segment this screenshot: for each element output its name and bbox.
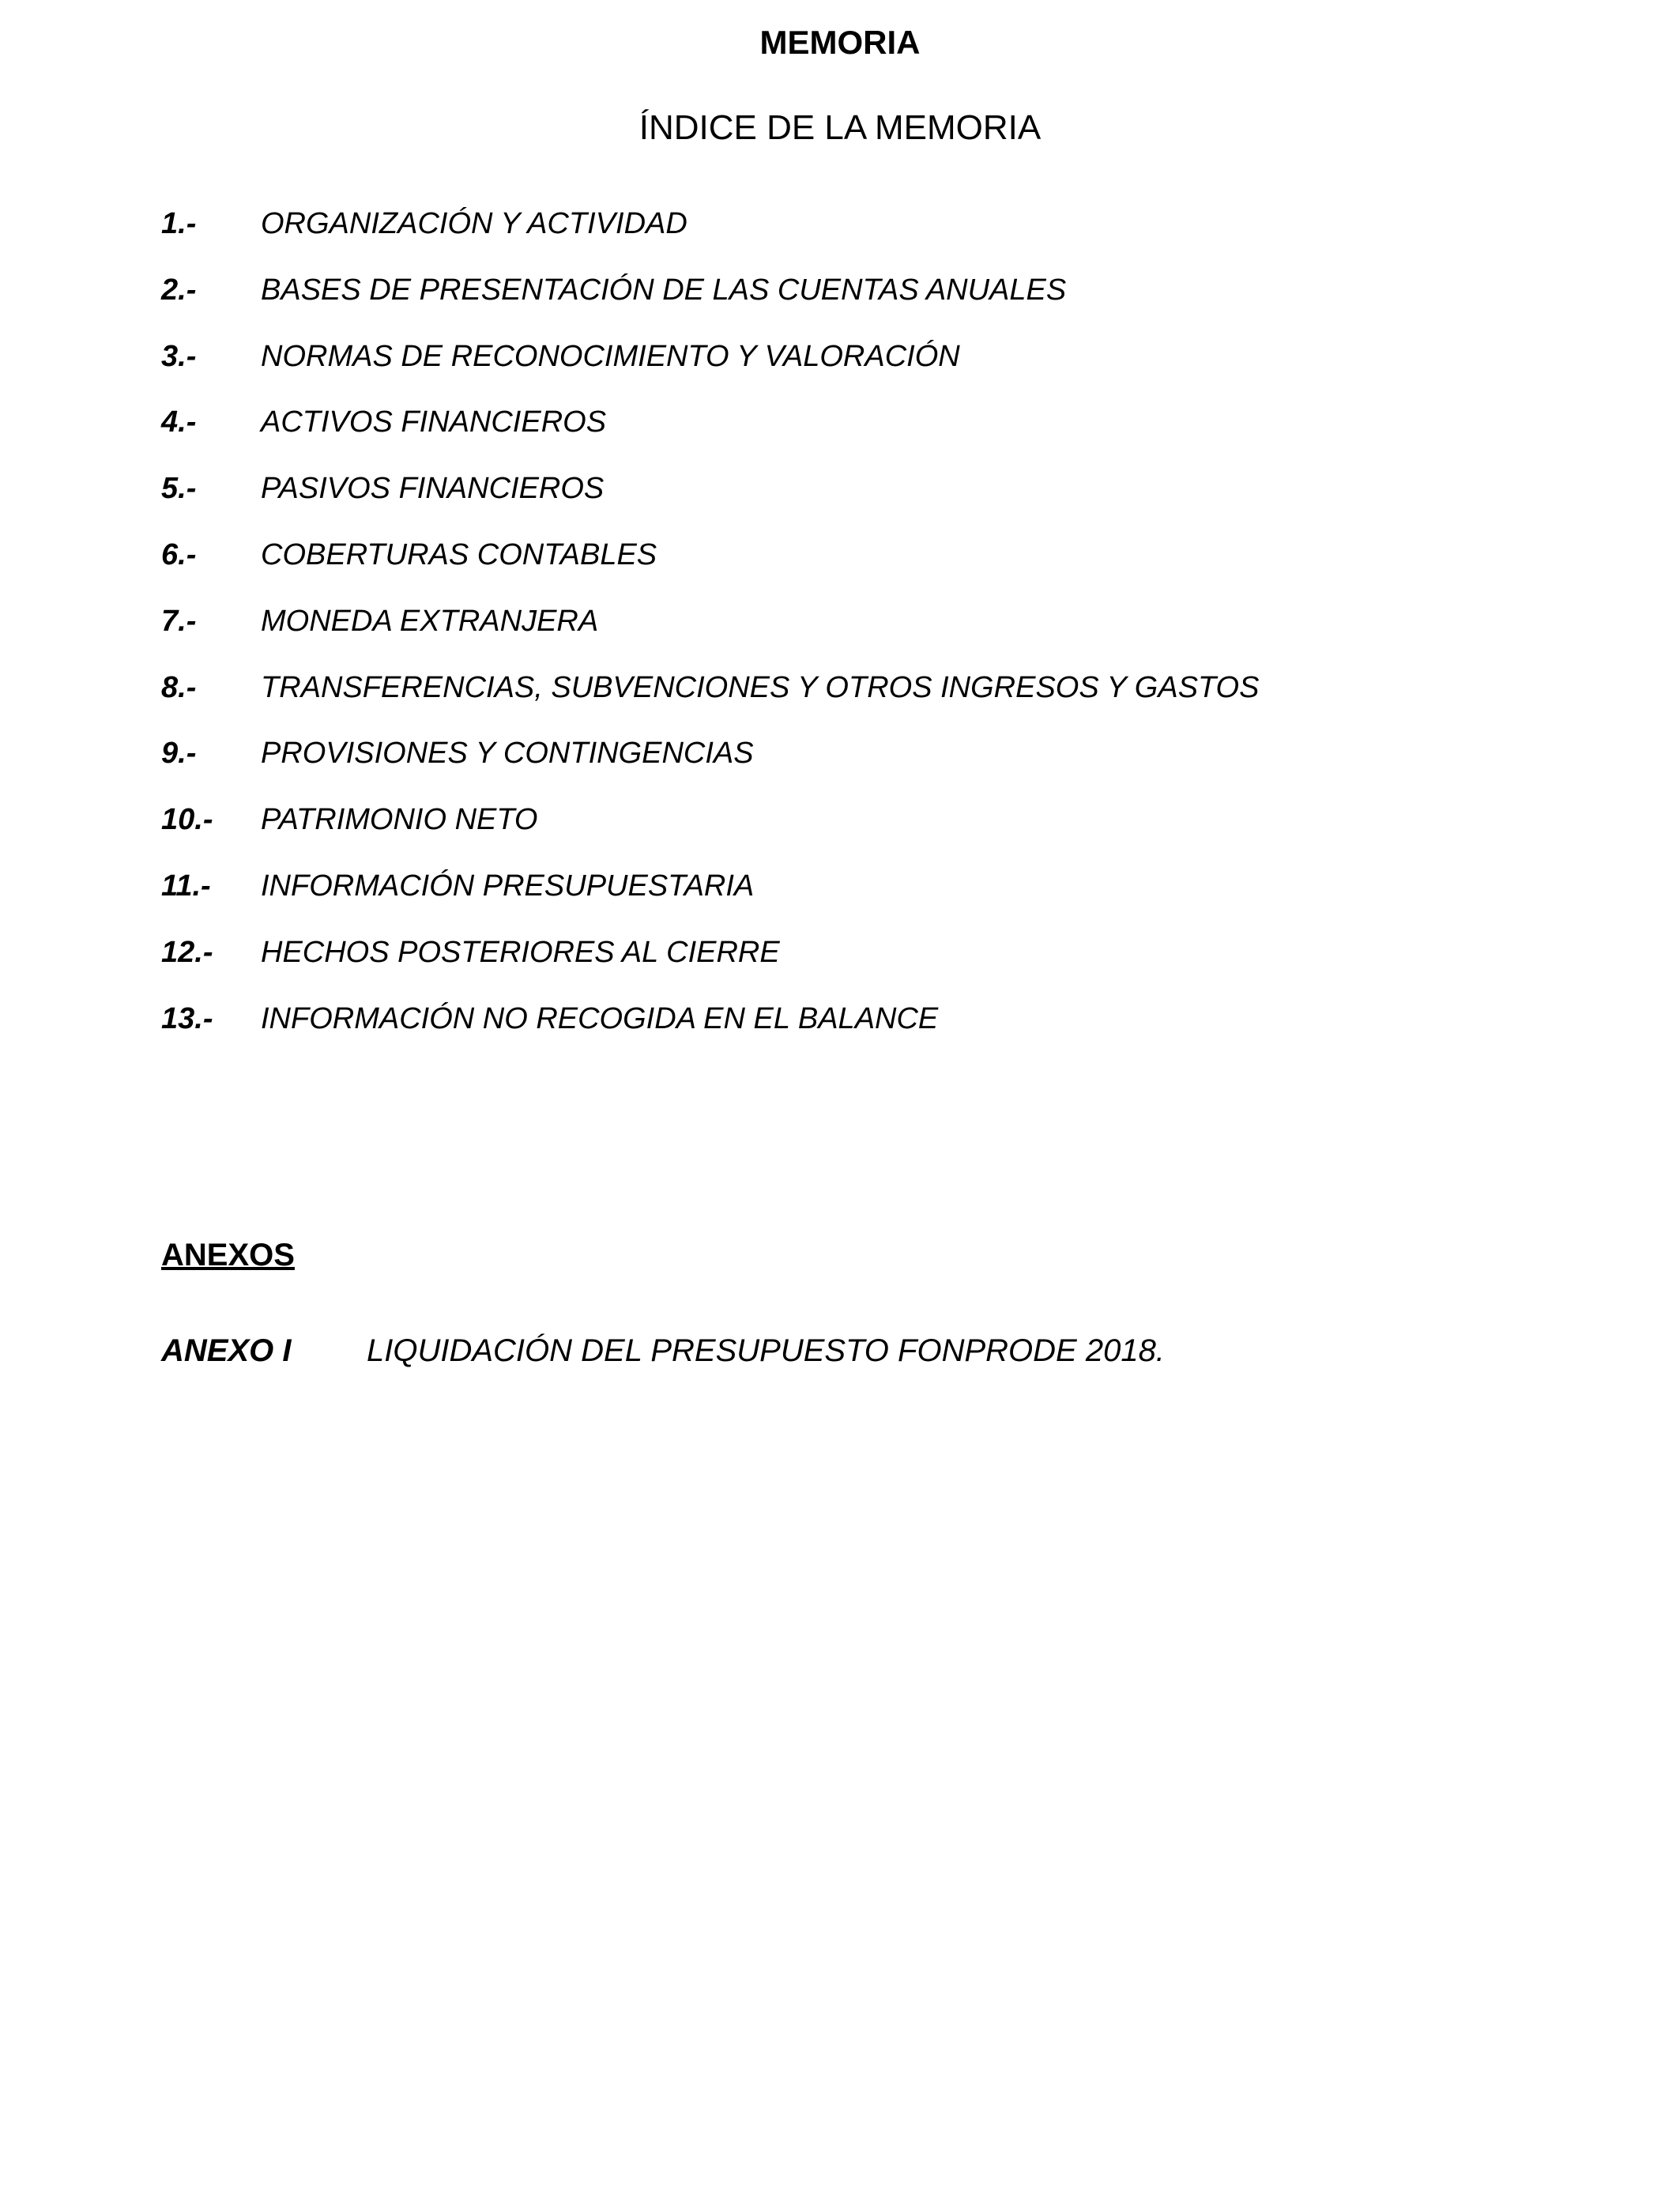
document-title: MEMORIA	[759, 24, 921, 61]
toc-item-text: PASIVOS FINANCIEROS	[261, 472, 605, 506]
document-subtitle: ÍNDICE DE LA MEMORIA	[638, 108, 1042, 147]
toc-item-number: 3.-	[161, 339, 197, 373]
toc-item	[161, 204, 1259, 270]
toc-item-text: TRANSFERENCIAS, SUBVENCIONES Y OTROS INGRESOS Y GASTOS	[261, 670, 1260, 704]
toc-item	[161, 270, 1259, 337]
toc-item-number: 7.-	[161, 604, 197, 638]
toc-item-number: 13.-	[161, 1001, 213, 1035]
toc-item-number: 9.-	[161, 737, 197, 771]
toc-item-number: 1.-	[161, 207, 197, 240]
toc-item	[161, 733, 1259, 800]
toc-item-text: HECHOS POSTERIORES AL CIERRE	[261, 935, 780, 969]
annex-item	[161, 1331, 1165, 1370]
toc-item	[161, 933, 1259, 999]
toc-item-text: PATRIMONIO NETO	[261, 803, 538, 837]
toc-item-number: 4.-	[161, 405, 197, 439]
toc-item-number: 5.-	[161, 472, 197, 506]
toc-item-number: 8.-	[161, 670, 197, 704]
toc-item-text: NORMAS DE RECONOCIMIENTO Y VALORACIÓN	[261, 339, 960, 373]
toc-item-text: INFORMACIÓN NO RECOGIDA EN EL BALANCE	[261, 1001, 939, 1035]
toc-item	[161, 535, 1259, 601]
toc-item	[161, 800, 1259, 866]
toc-item	[161, 402, 1259, 469]
toc-item-number: 11.-	[161, 869, 211, 903]
annex-label: ANEXO I	[161, 1333, 292, 1368]
annexes-heading: ANEXOS	[161, 1238, 295, 1272]
toc-item-number: 2.-	[161, 273, 197, 307]
toc-item	[161, 337, 1259, 403]
toc-item-number: 12.-	[161, 935, 213, 969]
toc-item-text: PROVISIONES Y CONTINGENCIAS	[261, 737, 754, 771]
toc-item	[161, 866, 1259, 933]
toc-item-text: INFORMACIÓN PRESUPUESTARIA	[261, 869, 755, 903]
toc-item	[161, 668, 1259, 734]
toc-item	[161, 601, 1259, 668]
toc-item-number: 6.-	[161, 537, 197, 571]
toc-item-text: BASES DE PRESENTACIÓN DE LAS CUENTAS ANUALES	[261, 273, 1067, 307]
toc-item	[161, 469, 1259, 535]
toc-item-number: 10.-	[161, 803, 213, 837]
toc-item-text: ACTIVOS FINANCIEROS	[261, 405, 607, 439]
toc-item	[161, 999, 1259, 1065]
toc-item-text: COBERTURAS CONTABLES	[261, 537, 657, 571]
toc-item-text: MONEDA EXTRANJERA	[261, 604, 599, 638]
annex-text: LIQUIDACIÓN DEL PRESUPUESTO FONPRODE 2018.	[367, 1333, 1165, 1368]
table-of-contents	[161, 204, 1259, 1065]
toc-item-text: ORGANIZACIÓN Y ACTIVIDAD	[261, 207, 687, 240]
